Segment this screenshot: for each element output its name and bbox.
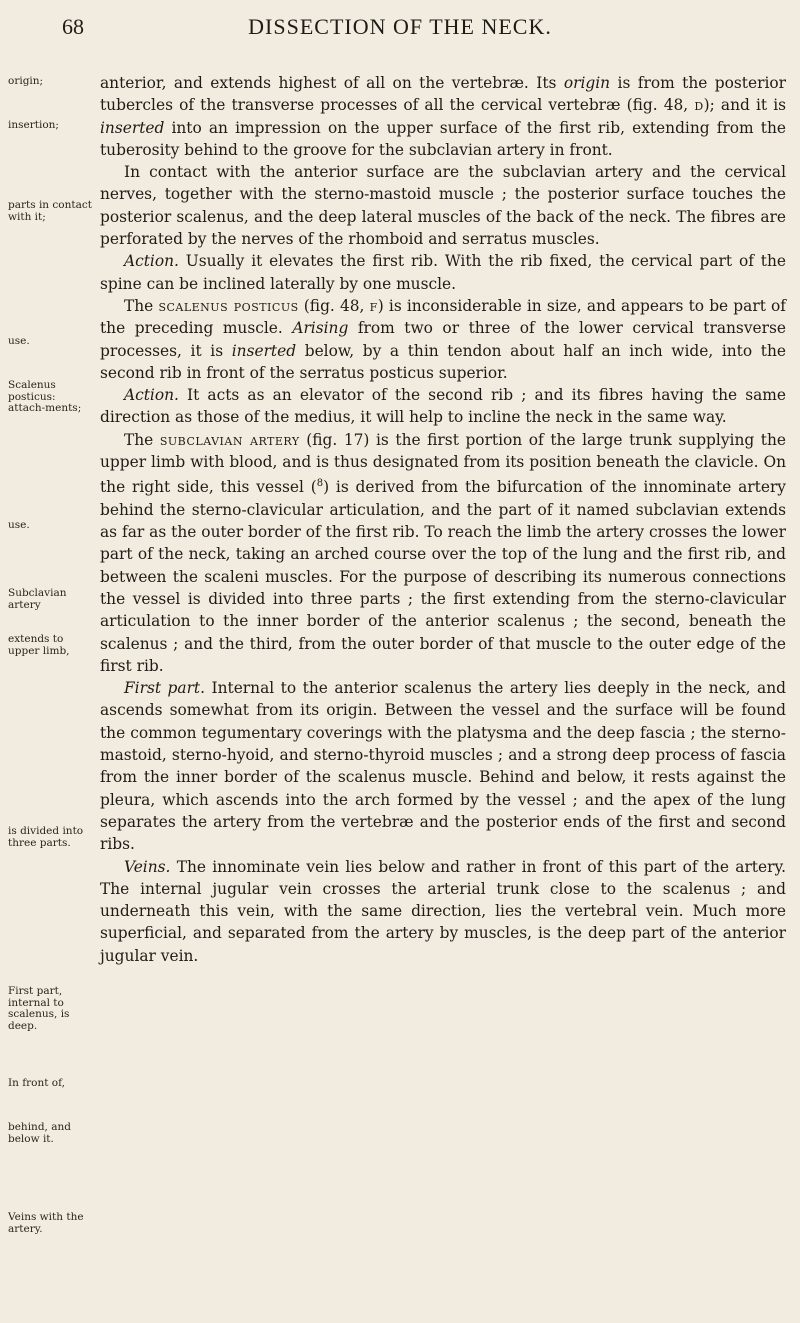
running-head: DISSECTION OF THE NECK. (248, 14, 552, 39)
margin-note-first-part: First part, internal to scalenus, is deep. (8, 985, 70, 1032)
italic-label: Action. (124, 252, 179, 271)
italic-label: Action. (124, 386, 179, 405)
margin-note-origin: origin; (8, 75, 44, 87)
italic-term: inserted (100, 118, 165, 137)
text-run: (fig. 48, (298, 296, 370, 315)
margin-note-parts-in-contact: parts in contact with it; (8, 199, 92, 223)
figure-ref: d (694, 96, 704, 115)
italic-label: Veins. (124, 857, 171, 876)
margin-note-use-2: use. (8, 519, 30, 531)
italic-label: First part. (124, 679, 206, 698)
body-text (100, 72, 786, 967)
italic-term: inserted (231, 341, 297, 360)
margin-note-divided-three-parts: is divided into three parts. (8, 825, 84, 849)
text-run: ) is inconsiderable in size, and appears to be part of the preceding muscle. (100, 296, 786, 338)
text-run: (fig. 17) is the first portion of the large trunk supplying the upper limb with blood, and is thus designated from its position beneath the clavicle. On the right side, this vessel ( (100, 430, 786, 497)
paragraph-action (100, 250, 786, 295)
figure-ref: f (369, 296, 378, 315)
text-run: It acts as an elevator of the second rib ; and its fibres having the same direction as those of the medius, it will help to incline the neck in the same way. (100, 386, 786, 427)
text-run: is from the posterior tubercles of the transverse processes of all the cervical vertebræ (fig. 48, (100, 74, 786, 115)
margin-note-behind-below: behind, and below it. (8, 1121, 71, 1145)
text-run: Usually it elevates the first rib. With the rib fixed, the cervical part of the spine can be inclined laterally by one muscle. (100, 252, 786, 293)
paragraph-action-2 (100, 384, 786, 429)
italic-term: origin (563, 74, 611, 92)
text-run: The innominate vein lies below and rather in front of this part of the artery. The internal jugular vein crosses the arterial trunk close to the scalenus ; and underneath this vein, with the same direction, lies the vertebral vein. Much more superficial, and separated from the artery by muscles, is the deep part of the anterior jugular vein. (100, 857, 786, 965)
margin-note-veins: Veins with the artery. (8, 1211, 84, 1235)
margin-note-scalenus-posticus: Scalenus posticus: attach-ments; (8, 379, 82, 414)
paragraph-subclavian-artery (100, 429, 786, 677)
text-run: into an impression on the upper surface of the first rib, extending from the tuberosity behind to the groove for the subclavian artery in front. (100, 118, 786, 159)
artery-name: subclavian artery (159, 430, 300, 449)
text-run: The (124, 296, 159, 315)
italic-term: Arising (292, 319, 349, 338)
margin-note-in-front-of: In front of, (8, 1077, 65, 1089)
text-run: from two or three of the lower cervical transverse processes, it is (100, 319, 786, 360)
footnote-ref: 8 (316, 478, 324, 490)
text-run: below, by a thin tendon about half an inch wide, into the second rib in front of the serratus posticus superior. (100, 341, 786, 382)
paragraph-scalenus-posticus (100, 295, 786, 384)
margin-note-subclavian-artery: Subclavian artery (8, 587, 67, 611)
margin-note-use: use. (8, 335, 30, 347)
muscle-name: scalenus posticus (158, 296, 299, 315)
paragraph-contact: In contact with the anterior surface are the subclavian artery and the cervical nerves, together with the sterno-mastoid muscle ; the posterior surface touches the posterior scalenus, and the deep lateral muscles of the back of the neck. The fibres are perforated by the nerves of the rhomboid and serratus muscles. (100, 163, 786, 249)
paragraph-first-part (100, 677, 786, 855)
text-run: ); and it is (703, 96, 787, 115)
page-number: 68 (62, 14, 84, 39)
margin-note-extends-to-upper-limb: extends to upper limb, (8, 633, 70, 657)
text-run: ) is derived from the bifurcation of the innominate artery behind the sterno-clavicular articulation, and the part of it named subclavian extends as far as the outer border of the first rib. To reach the limb the artery crosses the lower part of the neck, taking an arched course over the top of the lung and the first rib, and between the scaleni muscles. For the purpose of describing its numerous connections the vessel is divided into three parts ; the first extending from the sterno-clavicular articulation to the inner border of the anterior scalenus ; the second, beneath the scalenus ; and the third, from the outer border of that muscle to the outer edge of the first rib. (100, 478, 786, 675)
page-header (0, 8, 800, 38)
text-run: The (124, 430, 160, 449)
text-run: Internal to the anterior scalenus the artery lies deeply in the neck, and ascends somewhat from its origin. Between the vessel and the surface will be found the common tegumentary coverings with the platysma and the deep fascia ; the sterno-mastoid, sterno-hyoid, and sterno-thyroid muscles ; and a strong deep process of fascia from the inner border of the scalenus muscle. Behind and below, it rests against the pleura, which ascends into the arch formed by the vessel ; and the apex of the lung separates the artery from the vertebræ and the posterior ends of the first and second ribs. (100, 679, 786, 854)
paragraph-veins (100, 856, 786, 967)
text-run: anterior, and extends highest of all on the vertebræ. Its (100, 74, 564, 92)
margin-note-insertion: insertion; (8, 119, 59, 131)
paragraph-origin (100, 72, 786, 161)
